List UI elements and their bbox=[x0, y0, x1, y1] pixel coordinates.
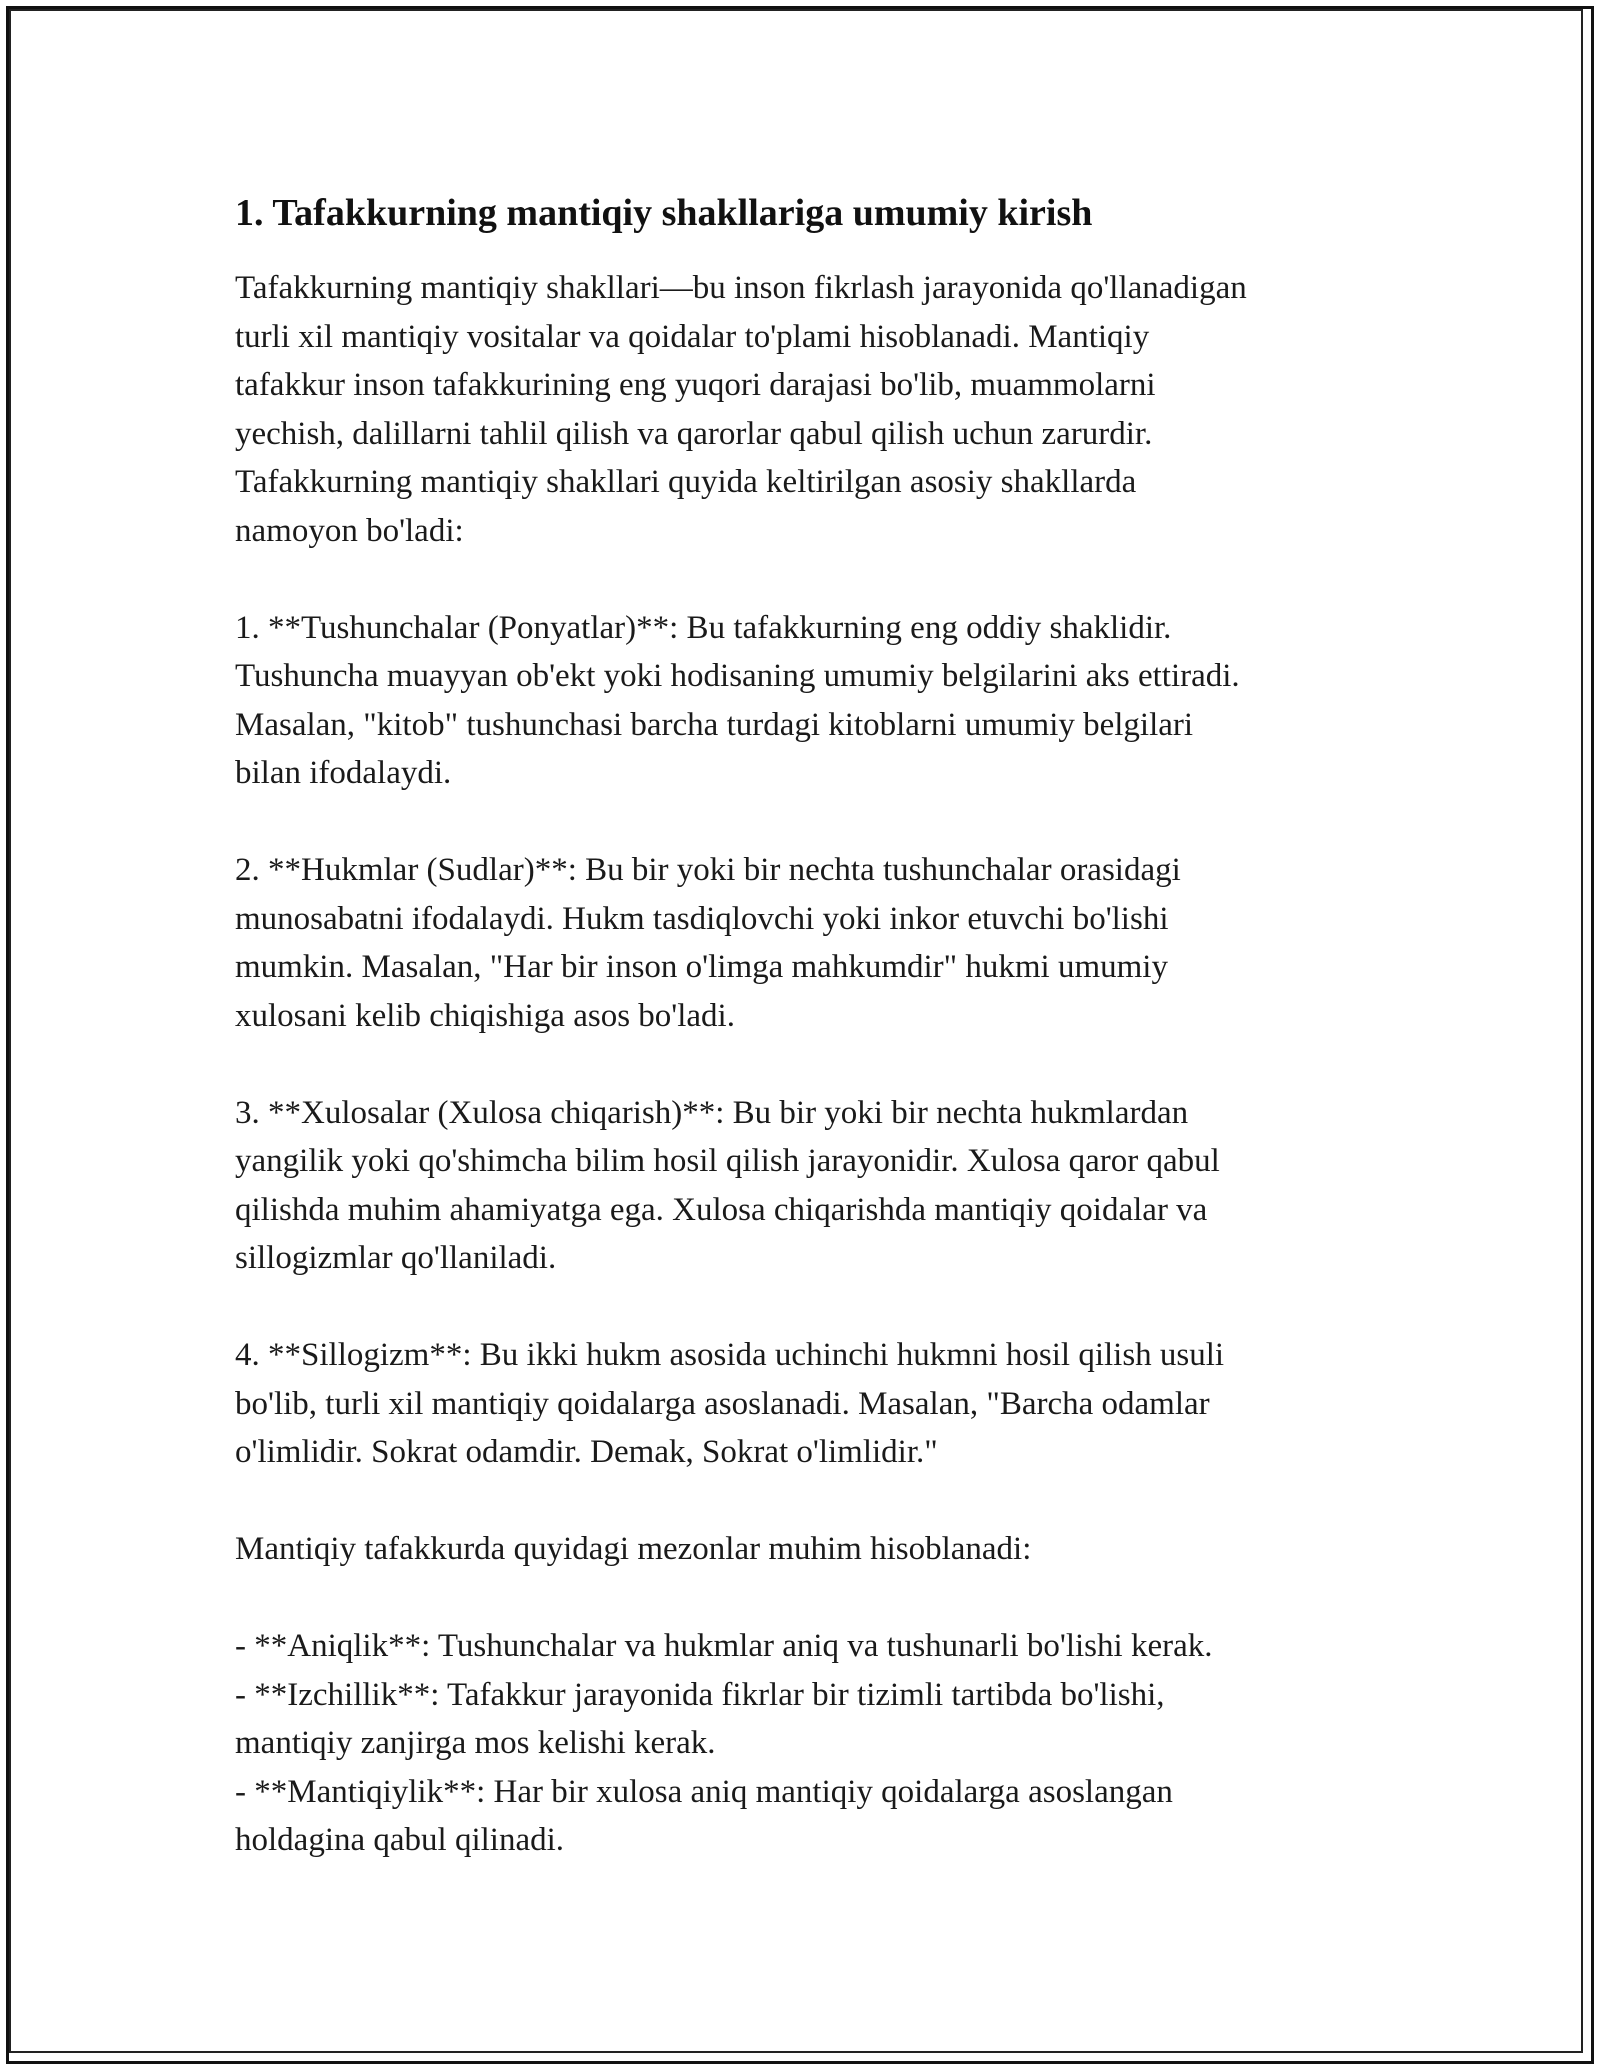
spacer bbox=[235, 1477, 1395, 1526]
list-item-judgments: 2. **Hukmlar (Sudlar)**: Bu bir yoki bir nechta tushunchalar orasidagi munosabatni ifodalaydi. Hukm tasdiqlovchi yoki inkor etuvchi bo'lishi mumkin. Masalan, "Har bir inson o'limga mahkumdir" hukmi umumiy xulosani kelib chiqishiga asos bo'ladi. bbox=[235, 852, 1181, 1034]
list-item-syllogism: 4. **Sillogizm**: Bu ikki hukm asosida uchinchi hukmni hosil qilish usuli bo'lib, turli xil mantiqiy qoidalarga asoslanadi. Masalan, "Barcha odamlar o'limlidir. Sokrat odamdir. Demak, Sokrat o'limlidir." bbox=[235, 1337, 1225, 1470]
list-item-conclusions: 3. **Xulosalar (Xulosa chiqarish)**: Bu bir yoki bir nechta hukmlardan yangilik yoki qo'shimcha bilim hosil qilish jarayonidir. Xulosa qaror qabul qilishda muhim ahamiyatga ega. Xulosa chiqarishda mantiqiy qoidalar va sillogizmlar qo'llaniladi. bbox=[235, 1094, 1220, 1276]
spacer bbox=[235, 1574, 1395, 1623]
criteria-item-logicality: - **Mantiqiylik**: Har bir xulosa aniq mantiqiy qoidalarga asoslangan holdagina qabul qilinadi. bbox=[235, 1773, 1173, 1858]
criteria-intro: Mantiqiy tafakkurda quyidagi mezonlar muhim hisoblanadi: bbox=[235, 1531, 1032, 1567]
document-title: 1. Tafakkurning mantiqiy shakllariga umumiy kirish bbox=[235, 192, 1093, 234]
spacer bbox=[235, 1040, 1395, 1089]
spacer bbox=[235, 798, 1395, 847]
intro-paragraph: Tafakkurning mantiqiy shakllari—bu inson fikrlash jarayonida qo'llanadigan turli xil mantiqiy vositalar va qoidalar to'plami hisoblanadi. Mantiqiy tafakkur inson tafakkurining eng yuqori darajasi bo'lib, muammolarni yechish, dalillarni tahlil qilish va qarorlar qabul qilish uchun zarurdir. Tafakkurning mantiqiy shakllari quyida keltirilgan asosiy shakllarda namoyon bo'ladi: bbox=[235, 270, 1247, 549]
criteria-item-consistency: - **Izchillik**: Tafakkur jarayonida fikrlar bir tizimli tartibda bo'lishi, mantiqiy zanjirga mos kelishi kerak. bbox=[235, 1676, 1165, 1761]
list-item-concepts: 1. **Tushunchalar (Ponyatlar)**: Bu tafakkurning eng oddiy shaklidir. Tushuncha muayyan ob'ekt yoki hodisaning umumiy belgilarini aks ettiradi. Masalan, "kitob" tushunchasi barcha turdagi kitoblarni umumiy belgilari bilan ifodalaydi. bbox=[235, 609, 1240, 791]
spacer bbox=[235, 555, 1395, 604]
criteria-item-accuracy: - **Aniqlik**: Tushunchalar va hukmlar aniq va tushunarli bo'lishi kerak. bbox=[235, 1628, 1213, 1664]
document-body bbox=[235, 188, 1395, 1865]
spacer bbox=[235, 1283, 1395, 1332]
